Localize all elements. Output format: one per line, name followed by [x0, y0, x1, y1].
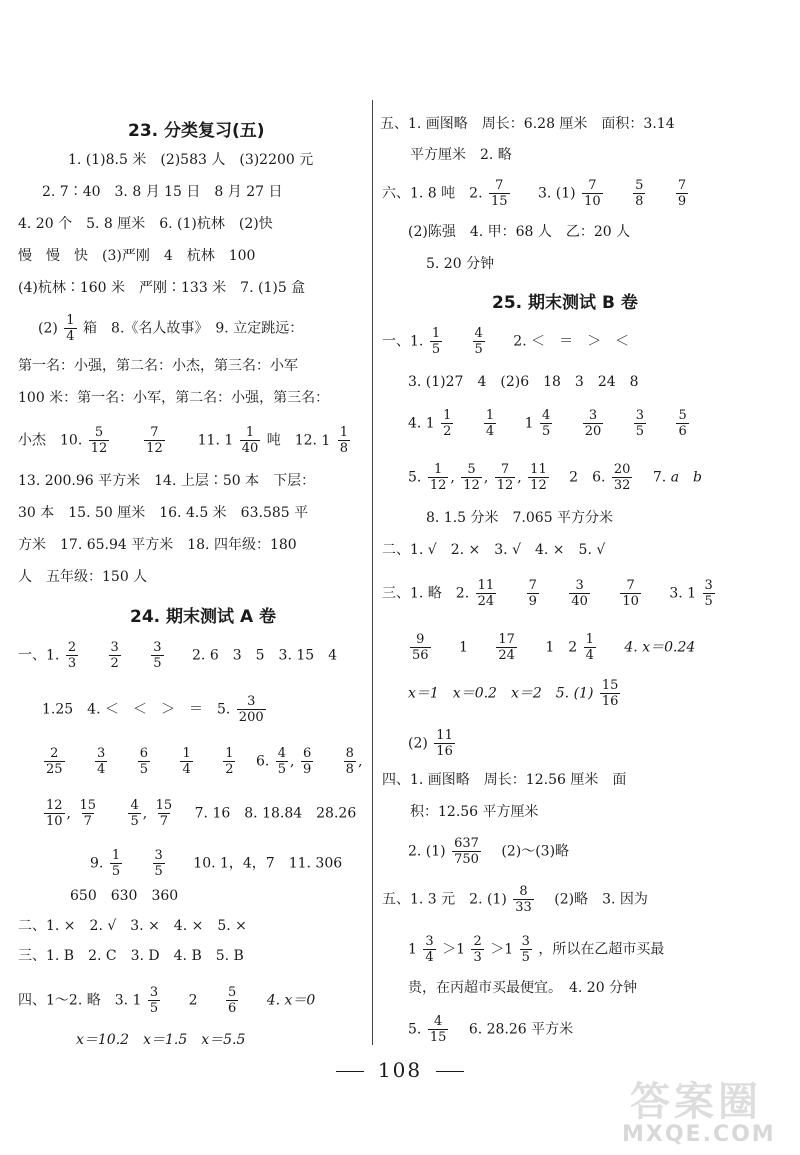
fraction: $\frac{3}{5}$ [521, 934, 530, 965]
watermark-logo [612, 1070, 792, 1150]
fraction: $\frac{3}{5}$ [149, 985, 159, 1016]
fraction: $\frac{1}{4}$ [182, 746, 191, 777]
s23-line-2: 2. 7∶40 3. 8 月 15 日 8 月 27 日 [42, 184, 283, 200]
fraction: $\frac{5}{6}$ [678, 408, 687, 439]
s24-row-6: 650 630 360 [70, 888, 179, 904]
fraction: $\frac{3}{5}$ [635, 408, 645, 439]
s24-row-3: $\frac{2}{25}$ $\frac{3}{4}$ $\frac{6}{5}$ $\frac{1}{4}$ $\frac{1}{2}$ 6. $\frac{4}{5}$ , $\frac{6}{9}$ $\frac{8}{8}$ , [46, 746, 363, 777]
fraction: $\frac{3}{2}$ [110, 640, 119, 671]
fraction: $\frac{4}{5}$ [277, 746, 287, 777]
section-25-title: 25. 期末测试 B 卷 [492, 293, 638, 313]
s24-row-2: 1.25 4. ＜ ＜ ＞ ＝ 5. $\frac{3}{200}$ [42, 694, 264, 725]
s25-row-12: 积：12.56 平方厘米 [410, 804, 539, 820]
s23-line-13: 人 五年级：150 人 [18, 569, 148, 585]
s23-line-4: 慢 慢 快 (3)严刚 4 杭林 100 [18, 248, 256, 264]
fraction: $\frac{17}{24}$ [498, 632, 515, 663]
s24c-line-3: 六、1. 8 吨 2. $\frac{7}{15}$ 3. (1) $\frac{7}{10}$ $\frac{5}{8}$ $\frac{7}{9}$ [382, 178, 687, 209]
fraction: $\frac{1}{40}$ [241, 425, 259, 456]
fraction: $\frac{2}{3}$ [67, 640, 77, 671]
fraction: $\frac{7}{15}$ [490, 178, 508, 209]
s24c-line-2: 平方厘米 2. 略 [410, 147, 512, 163]
fraction: $\frac{1}{8}$ [339, 425, 349, 456]
fraction: $\frac{11}{24}$ [477, 578, 495, 609]
s25-row-4: 5. $\frac{1}{12}$ , $\frac{5}{12}$ , $\frac{7}{12}$ , $\frac{11}{12}$ 2 6. $\frac{20}{32}$ 7. a b [408, 462, 703, 493]
right-column [380, 0, 800, 1070]
fraction: $\frac{5}{12}$ [463, 462, 480, 493]
fraction: $\frac{1}{5}$ [431, 326, 441, 357]
fraction: $\frac{7}{9}$ [528, 578, 537, 609]
s25-row-10: (2) $\frac{11}{16}$ [408, 728, 453, 759]
fraction: $\frac{4}{5}$ [542, 408, 551, 439]
fraction: $\frac{3}{5}$ [153, 640, 162, 671]
s24-row-1: 一、1. $\frac{2}{3}$ $\frac{3}{2}$ $\frac{3}{5}$ 2. 6 3 5 3. 15 4 [18, 640, 338, 671]
fraction: $\frac{3}{200}$ [238, 694, 264, 725]
watermark-site: MXQE.COM [622, 1122, 776, 1147]
fraction: $\frac{637}{750}$ [454, 836, 479, 867]
s24-row-5: 9. $\frac{1}{5}$ $\frac{3}{5}$ 10. 1，4，7 11. 306 [90, 848, 343, 879]
s25-row-7: 三、1. 略 2. $\frac{11}{24}$ $\frac{7}{9}$ $\frac{3}{40}$ $\frac{7}{10}$ 3. 1 $\frac{3}{5}$ [382, 578, 713, 609]
s25-row-11: 四、1. 画图略 周长：12.56 厘米 面 [382, 772, 627, 788]
s23-line-5: (4)杭林∶160 米 严刚∶133 米 7. (1)5 盒 [18, 280, 306, 296]
s24c-line-1: 五、1. 画图略 周长：6.28 厘米 面积：3.14 [380, 116, 675, 132]
column-divider [372, 100, 373, 1045]
text: (2) [38, 320, 58, 337]
s23-line-1: 1. (1)8.5 米 (2)583 人 (3)2200 元 [68, 152, 314, 168]
text: 箱 8.《名人故事》 9. 立定跳远： [83, 320, 304, 337]
fraction: $\frac{15}{16}$ [601, 678, 619, 709]
fraction: $\frac{3}{5}$ [154, 848, 163, 879]
s25-row-6: 二、1. √ 2. × 3. √ 4. × 5. √ [382, 542, 606, 558]
s25-row-5: 8. 1.5 分米 7.065 平方分米 [426, 510, 614, 526]
fraction: $\frac{1}{12}$ [429, 462, 447, 493]
section-23-title: 23. 分类复习(五) [128, 121, 265, 141]
s24c-line-5: 5. 20 分钟 [426, 256, 495, 272]
fraction: $\frac{8}{33}$ [515, 884, 532, 915]
s23-line-6 [38, 313, 303, 344]
s25-row-13: 2. (1) $\frac{637}{750}$ (2)～(3)略 [408, 836, 570, 867]
s25-row-1: 一、1. $\frac{1}{5}$ $\frac{4}{5}$ 2. ＜ ＝ ＞ ＜ [382, 326, 630, 357]
page-number: 108 [377, 1058, 423, 1082]
s25-row-14: 五、1. 3 元 2. (1) $\frac{8}{33}$ (2)略 3. 因为 [382, 884, 648, 915]
fraction: $\frac{5}{8}$ [635, 178, 644, 209]
fraction: $\frac{1}{2}$ [443, 408, 452, 439]
s25-row-9: x＝1 x＝0.2 x＝2 5. (1) $\frac{15}{16}$ [408, 678, 619, 709]
s23-line-7: 第一名：小强，第二名：小杰，第三名：小军 [18, 358, 298, 374]
fraction: $\frac{8}{8}$ [345, 746, 354, 777]
fraction: $\frac{3}{5}$ [704, 578, 713, 609]
left-column [0, 0, 380, 1070]
s23-line-8: 100 米：第一名：小军，第二名：小强，第三名： [18, 390, 330, 406]
s24-row-8: 三、1. B 2. C 3. D 4. B 5. B [18, 948, 244, 964]
fraction: $\frac{15}{7}$ [155, 798, 173, 829]
fraction: $\frac{7}{12}$ [496, 462, 514, 493]
s24-row-10: x＝10.2 x＝1.5 x＝5.5 [76, 1032, 246, 1048]
watermark-logo-text: 答案圈 [630, 1079, 762, 1125]
fraction: $\frac{11}{12}$ [530, 462, 547, 493]
fraction: $\frac{7}{12}$ [146, 425, 163, 456]
fraction: $\frac{1}{5}$ [111, 848, 121, 879]
s24-row-9: 四、1～2. 略 3. 1 $\frac{3}{5}$ 2 $\frac{5}{6}$ 4. x＝0 [18, 985, 316, 1016]
fraction: $\frac{4}{15}$ [429, 1014, 447, 1045]
fraction: $\frac{11}{16}$ [436, 728, 453, 759]
fraction: $\frac{4}{5}$ [130, 798, 139, 829]
s23-line-3: 4. 20 个 5. 8 厘米 6. (1)杭林 (2)快 [18, 216, 273, 232]
s23-line-10: 13. 200.96 平方米 14. 上层∶50 本 下层： [18, 473, 316, 489]
s25-row-16: 贵，在丙超市买最便宜。 4. 20 分钟 [408, 980, 638, 996]
s24-row-7: 二、1. × 2. √ 3. × 4. × 5. × [18, 918, 247, 934]
fraction: $\frac{6}{9}$ [302, 746, 312, 777]
fraction: $\frac{7}{9}$ [677, 178, 687, 209]
s25-row-3: 4. 1 $\frac{1}{2}$ $\frac{1}{4}$ 1 $\frac{4}{5}$ $\frac{3}{20}$ $\frac{3}{5}$ $\frac{5}{6}$ [408, 408, 687, 439]
fraction: $\frac{3}{4}$ [425, 934, 434, 965]
fraction: $\frac{1}{4}$ [66, 313, 75, 344]
section-24-title: 24. 期末测试 A 卷 [130, 607, 277, 627]
fraction: $\frac{1}{4}$ [585, 632, 594, 663]
fraction: $\frac{5}{6}$ [228, 985, 237, 1016]
fraction: $\frac{9}{56}$ [412, 632, 429, 663]
s25-row-17: 5. $\frac{4}{15}$ 6. 28.26 平方米 [408, 1014, 574, 1045]
s23-line-9: 小杰 10. $\frac{5}{12}$ $\frac{7}{12}$ 11. 1 $\frac{1}{40}$ 吨 12. 1 $\frac{1}{8}$ [18, 425, 349, 456]
fraction: $\frac{12}{10}$ [46, 798, 63, 829]
fraction: $\frac{7}{10}$ [622, 578, 639, 609]
fraction: $\frac{3}{20}$ [584, 408, 602, 439]
s23-line-11: 30 本 15. 50 厘米 16. 4.5 米 63.585 平 [18, 505, 309, 521]
fraction: $\frac{15}{7}$ [79, 798, 96, 829]
s24-row-4: $\frac{12}{10}$ , $\frac{15}{7}$ $\frac{4}{5}$ , $\frac{15}{7}$ 7. 16 8. 18.84 28.26 [46, 798, 357, 829]
fraction: $\frac{1}{2}$ [225, 746, 234, 777]
fraction: $\frac{5}{12}$ [90, 425, 108, 456]
fraction: $\frac{7}{10}$ [584, 178, 601, 209]
fraction: $\frac{3}{4}$ [97, 746, 106, 777]
fraction: $\frac{2}{25}$ [46, 746, 63, 777]
s25-row-2: 3. (1)27 4 (2)6 18 3 24 8 [408, 374, 639, 390]
fraction: $\frac{20}{32}$ [613, 462, 631, 493]
fraction: $\frac{4}{5}$ [474, 326, 483, 357]
fraction: $\frac{3}{40}$ [571, 578, 588, 609]
fraction: $\frac{2}{3}$ [473, 934, 482, 965]
fraction: $\frac{6}{5}$ [139, 746, 149, 777]
fraction: $\frac{1}{4}$ [485, 408, 495, 439]
s25-row-15: 1 $\frac{3}{4}$ ＞1 $\frac{2}{3}$ ＞1 $\frac{3}{5}$ ，所以在乙超市买最 [408, 934, 665, 965]
s24c-line-4: (2)陈强 4. 甲：68 人 乙：20 人 [408, 224, 631, 240]
s25-row-8: $\frac{9}{56}$ 1 $\frac{17}{24}$ 1 2 $\frac{1}{4}$ 4. x＝0.24 [412, 632, 696, 663]
s23-line-12: 方米 17. 65.94 平方米 18. 四年级：180 [18, 537, 297, 553]
